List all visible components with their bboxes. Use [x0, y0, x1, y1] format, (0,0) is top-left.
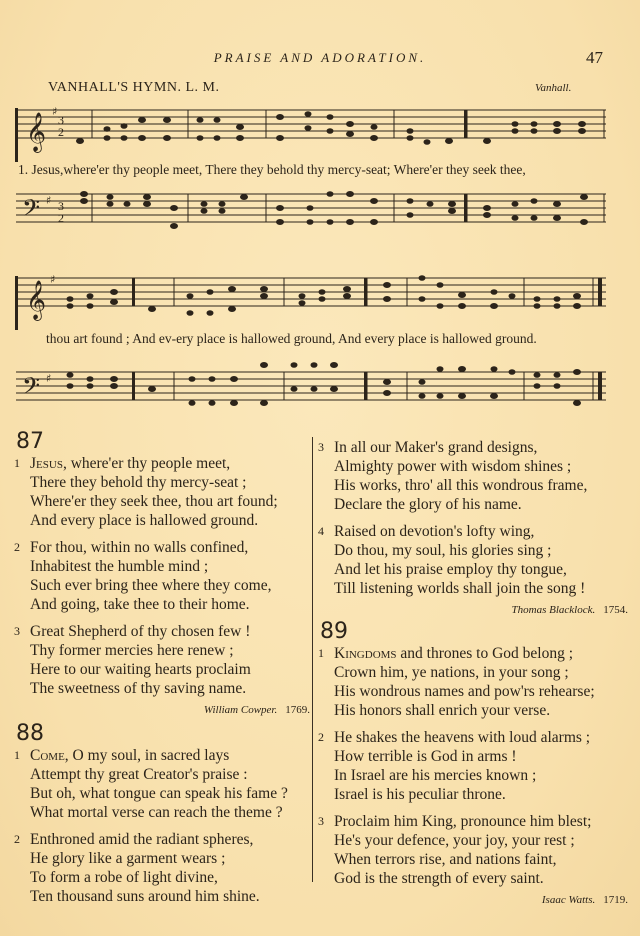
lyrics-line-1: 1. Jesus,where'er thy people meet, There they behold thy mercy-seat; Where'er they seek thee,: [18, 162, 526, 177]
verse-line: Crown him, ye nations, in your song ;: [334, 664, 569, 681]
music-system-1-bass: [12, 180, 608, 240]
verse-line: In all our Maker's grand designs,: [334, 439, 538, 456]
verse-line: Enthroned amid the radiant spheres,: [30, 831, 254, 848]
verse-line: Raised on devotion's lofty wing,: [334, 523, 535, 540]
verse-line: Thy former mercies here renew ;: [30, 642, 234, 659]
stanza: [14, 454, 310, 530]
composer-credit: Vanhall.: [535, 82, 572, 94]
author: Isaac Watts.: [541, 894, 596, 906]
stanza-number: 3: [318, 440, 324, 454]
column-divider: [312, 437, 313, 882]
stanza: [14, 538, 310, 614]
right-column: [318, 438, 628, 908]
stanza-number: 4: [318, 524, 324, 538]
verse-line: God is the strength of every saint.: [334, 870, 544, 887]
verse-line: Great Shepherd of thy chosen few !: [30, 623, 251, 640]
svg-text:♯: ♯: [52, 105, 58, 118]
hymn-88: [14, 722, 310, 906]
stanza: [318, 522, 628, 598]
verse-line: Ten thousand suns around him shine.: [30, 888, 260, 905]
stanza-number: 3: [14, 624, 20, 638]
author: William Cowper.: [203, 704, 278, 716]
verse-line: Kingdoms and thrones to God belong ;: [334, 645, 574, 662]
stanza-number: 2: [14, 832, 20, 846]
verse-line: How terrible is God in arms !: [334, 748, 517, 765]
verse-line: The sweetness of thy saving name.: [30, 680, 247, 697]
year: 1719.: [603, 894, 628, 906]
author: Thomas Blacklock.: [511, 604, 596, 616]
left-column: [14, 430, 310, 914]
first-word: Kingdoms: [334, 645, 397, 662]
verse-line: To form a robe of light divine,: [30, 869, 218, 886]
verse-line: In Israel are his mercies known ;: [334, 767, 537, 784]
hymn-89: [318, 620, 628, 908]
verse-line: Proclaim him King, pronounce him blest;: [334, 813, 592, 830]
music-system-2-bass: [12, 358, 608, 420]
year: 1769.: [285, 704, 310, 716]
attribution: [318, 892, 628, 908]
svg-text:2: 2: [58, 211, 64, 225]
svg-text:♯: ♯: [50, 273, 56, 286]
first-word: Jesus: [30, 455, 63, 472]
stanza: [318, 438, 628, 514]
verse-line: Inhabitest the humble mind ;: [30, 558, 209, 575]
first-word: Come: [30, 747, 65, 764]
stanza-number: 3: [318, 814, 324, 828]
verse-line: Israel is his peculiar throne.: [334, 786, 506, 803]
attribution: [14, 702, 310, 718]
verse-line: He's your defence, your joy, your rest ;: [334, 832, 575, 849]
verse-line: Come, O my soul, in sacred lays: [30, 747, 230, 764]
running-head: PRAISE AND ADORATION.: [213, 50, 427, 65]
svg-text:3: 3: [58, 199, 64, 213]
verse-line: There they behold thy mercy-seat ;: [30, 474, 247, 491]
treble-staff-2: [12, 268, 608, 330]
verse-line: Jesus, where'er thy people meet,: [30, 455, 231, 472]
treble-staff-1: [12, 100, 608, 162]
verse-line: Do thou, my soul, his glories sing ;: [334, 542, 552, 559]
verse-line: And every place is hallowed ground.: [30, 512, 259, 529]
tune-title: VANHALL'S HYMN. L. M.: [48, 80, 220, 95]
verse-line: Such ever bring thee where they come,: [30, 577, 272, 594]
stanza: [14, 746, 310, 822]
stanza: [318, 812, 628, 888]
svg-text:𝄞: 𝄞: [26, 112, 47, 152]
hymn-88-continued: [318, 438, 628, 618]
verse-line: Here to our waiting hearts proclaim: [30, 661, 251, 678]
verse-line: His wondrous names and pow'rs rehearse;: [334, 683, 595, 700]
svg-text:2: 2: [58, 125, 64, 139]
verse-line: What mortal verse can reach the theme ?: [30, 804, 283, 821]
year: 1754.: [603, 604, 628, 616]
stanza: [318, 644, 628, 720]
lyrics-line-2: thou art found ; And ev-ery place is hallowed ground, And every place is hallowed ground.: [46, 331, 537, 346]
stanza: [14, 622, 310, 698]
stanza-number: 1: [14, 456, 20, 470]
verse-line: But oh, what tongue can speak his fame ?: [30, 785, 288, 802]
hymn-number: 88: [16, 721, 44, 746]
verse-line: And let his praise employ thy tongue,: [334, 561, 567, 578]
verse-line: He shakes the heavens with loud alarms ;: [334, 729, 591, 746]
svg-text:3: 3: [58, 113, 64, 127]
verse-line: Almighty power with wisdom shines ;: [334, 458, 572, 475]
stanza: [14, 830, 310, 906]
verse-line: Attempt thy great Creator's praise :: [30, 766, 248, 783]
bass-staff-1: [12, 180, 608, 240]
verse-line: For thou, within no walls confined,: [30, 539, 249, 556]
svg-text:𝄢: 𝄢: [22, 194, 41, 227]
verse-line: Till listening worlds shall join the song !: [334, 580, 586, 597]
stanza-number: 1: [318, 646, 324, 660]
hymn-87: [14, 430, 310, 718]
music-system-2-treble: [12, 268, 608, 330]
verse-line: His works, thro' all this wondrous frame,: [334, 477, 588, 494]
stanza-number: 1: [14, 748, 20, 762]
hymn-number: 89: [320, 619, 348, 644]
verse-line: And going, take thee to their home.: [30, 596, 250, 613]
verse-line: His honors shall enrich your verse.: [334, 702, 551, 719]
attribution: [318, 602, 628, 618]
svg-text:♯: ♯: [46, 194, 52, 207]
verse-line: When terrors rise, and nations faint,: [334, 851, 557, 868]
stanza: [318, 728, 628, 804]
verse-line: Declare the glory of his name.: [334, 496, 522, 513]
bass-staff-2: [12, 358, 608, 420]
verse-line: Where'er they seek thee, thou art found;: [30, 493, 278, 510]
hymn-number: 87: [16, 429, 44, 454]
svg-text:𝄞: 𝄞: [26, 280, 47, 320]
music-system-1-treble: [12, 100, 608, 162]
verse-line: He glory like a garment wears ;: [30, 850, 226, 867]
page-number: 47: [586, 48, 603, 67]
stanza-number: 2: [14, 540, 20, 554]
stanza-number: 2: [318, 730, 324, 744]
svg-text:𝄢: 𝄢: [22, 372, 41, 405]
svg-text:♯: ♯: [46, 372, 52, 385]
